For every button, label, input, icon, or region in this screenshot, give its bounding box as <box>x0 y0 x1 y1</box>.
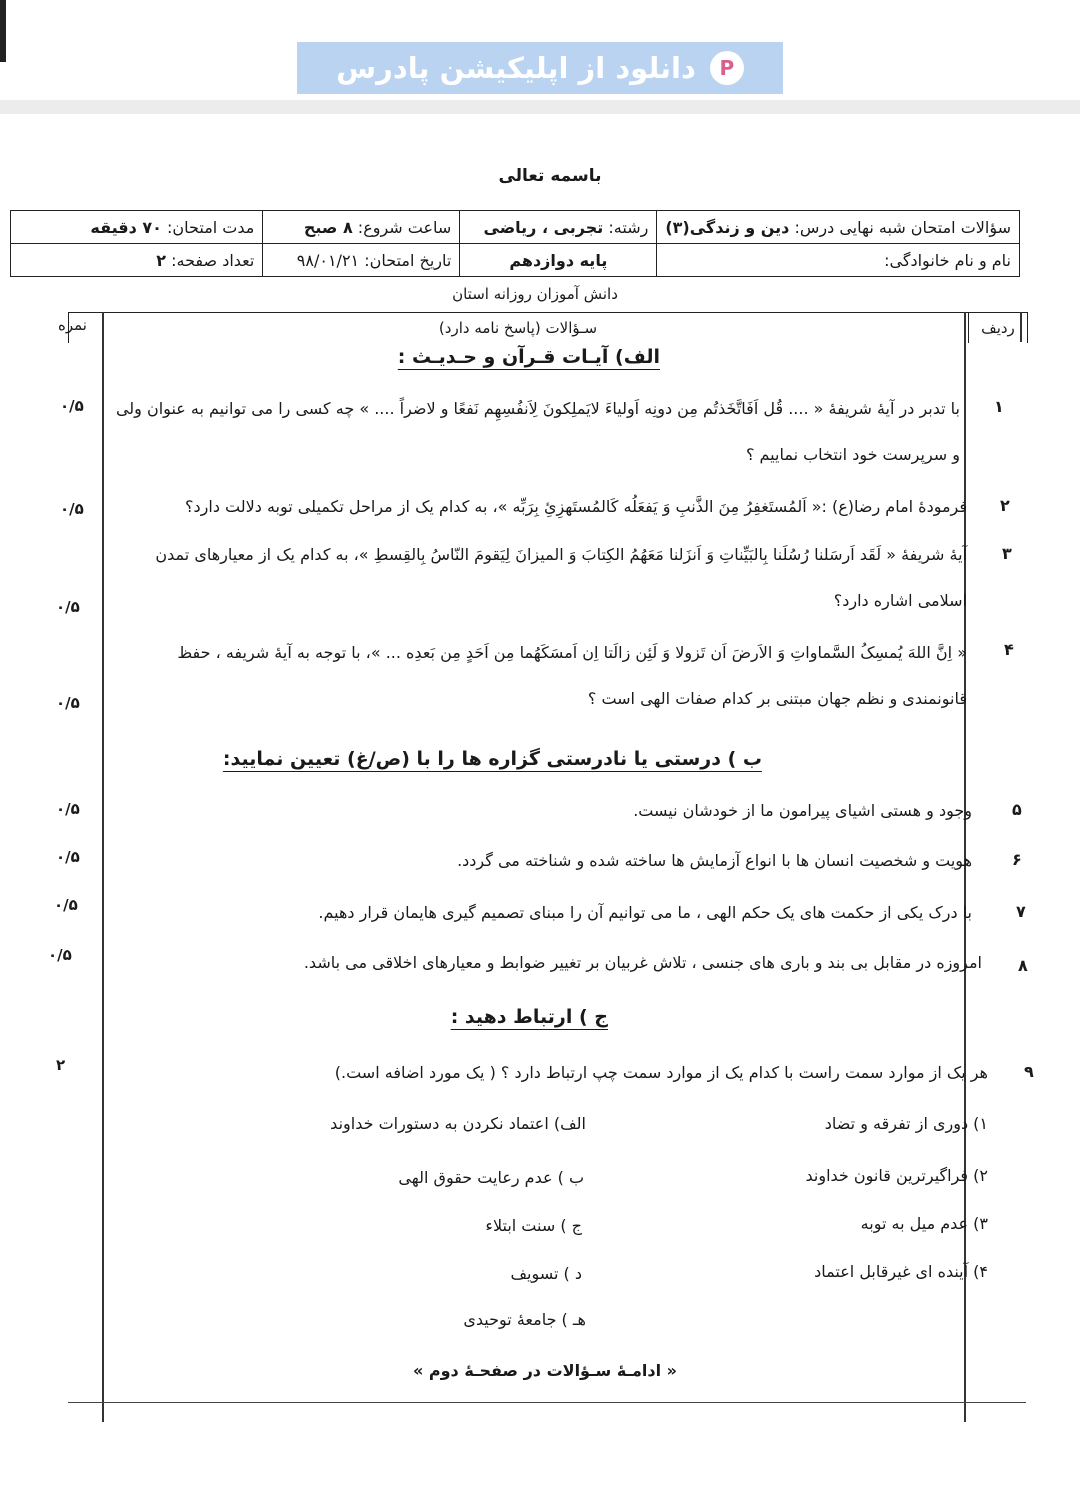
radif-header: ردیف <box>968 313 1027 343</box>
section-a-title: الف) آیـات قـرآن و حـدیـث : <box>397 346 660 368</box>
match-left-item: الف) اعتماد نکردن به دستورات خداوند <box>330 1114 586 1133</box>
match-left-item: د ) تسویف <box>510 1264 582 1283</box>
question-score: ۰/۵ <box>60 397 84 415</box>
question-text: هویت و شخصیت انسان ها با انواع آزمایش ها ساخته شده و شناخته می گردد. <box>457 851 972 870</box>
school-line: دانش آموزان روزانه استان <box>452 285 618 303</box>
question-text: فرمودهٔ امام رضا(ع) :« اَلمُستَغفِرُ مِنَ الذَّنبِ وَ یَفعَلُه کَالمُستَهزِئِ بِرَبِّه »، به کدام یک از مراحل تکمیلی توبه دلالت دارد؟ <box>185 497 967 516</box>
match-right-item: ۴) آینده ای غیرقابل اعتماد <box>814 1262 988 1281</box>
download-banner[interactable] <box>297 42 783 94</box>
section-c-title: ج ) ارتباط دهید : <box>450 1006 608 1028</box>
question-text: وجود و هستی اشیای پیرامون ما از خودشان نیست. <box>633 801 972 820</box>
questions-header: سـؤالات (پاسخ نامه دارد) <box>438 319 598 337</box>
scan-edge-mark <box>0 0 6 62</box>
banner-text: دانلود از اپلیکیشن پادرس <box>336 51 696 85</box>
basmala: باسمه تعالی <box>498 166 602 186</box>
header-pages: تعداد صفحه: ۲ <box>11 244 263 277</box>
exam-paper <box>0 140 1080 1504</box>
exam-header-table <box>10 210 1020 277</box>
question-number: ۸ <box>1018 956 1028 975</box>
match-left-item: هـ ) جامعهٔ توحیدی <box>463 1310 586 1329</box>
header-field: رشته: تجربی ، ریاضی <box>460 211 657 244</box>
question-score: ۰/۵ <box>56 694 80 712</box>
question-score: ۰/۵ <box>48 946 72 964</box>
question-text: آیهٔ شریفهٔ « لَقَد اَرسَلنا رُسُلَنا بِالبَیِّناتِ وَ اَنزَلنا مَعَهُمُ الکِتابَ وَ المیزانَ لِیَقومَ النّاسُ بِالقِسطِ »، به کدام یک از معیارهای تمدن اسلامی اشاره دارد؟ <box>155 545 967 610</box>
header-start-time: ساعت شروع: ۸ صبح <box>263 211 460 244</box>
question-score: ۲ <box>56 1056 66 1074</box>
match-right-item: ۳) عدم میل به توبه <box>860 1214 988 1233</box>
match-right-item: ۲) فراگیرترین قانون خداوند <box>805 1166 988 1185</box>
question-text: با درک یکی از حکمت های یک حکم الهی ، ما می توانیم آن را مبنای تصمیم گیری هایمان قرار دهیم. <box>318 903 972 922</box>
question-number: ۶ <box>1012 850 1022 869</box>
column-header <box>68 312 1028 343</box>
question-score: ۰/۵ <box>60 500 84 518</box>
question-score: ۰/۵ <box>56 800 80 818</box>
question-score: ۰/۵ <box>56 848 80 866</box>
question-text: هر یک از موارد سمت راست با کدام یک از موارد سمت چپ ارتباط دارد ؟ ( یک مورد اضافه است.) <box>334 1063 988 1082</box>
question-number: ۷ <box>1016 902 1026 921</box>
page-footer: « ادامـهٔ سـؤالات در صفحـهٔ دوم » <box>412 1361 678 1380</box>
question-number: ۵ <box>1012 800 1022 819</box>
question-score: ۰/۵ <box>54 896 78 914</box>
question-number: ۹ <box>1024 1062 1034 1081</box>
divider-strip <box>0 100 1080 114</box>
header-grade: پایه دوازدهم <box>460 244 657 277</box>
padars-logo-icon: P <box>710 51 744 85</box>
match-left-item: ب ) عدم رعایت حقوق الهی <box>398 1168 584 1187</box>
question-number: ۲ <box>1000 496 1010 515</box>
question-number: ۱ <box>994 397 1004 416</box>
match-left-item: ج ) سنت ابتلاء <box>485 1216 582 1235</box>
question-text: امروزه در مقابل بی بند و باری های جنسی ، تلاش غربیان بر تغییر ضوابط و معیارهای اخلاقی می باشد. <box>303 953 982 972</box>
score-column-line <box>102 312 104 1422</box>
question-score: ۰/۵ <box>56 598 80 616</box>
bottom-border-line <box>68 1402 1026 1403</box>
right-border-line <box>1020 312 1022 342</box>
header-date: تاریخ امتحان: ۹۸/۰۱/۲۱ <box>263 244 460 277</box>
match-right-item: ۱) دوری از تفرقه و تضاد <box>824 1114 988 1133</box>
header-name: نام و نام خانوادگی: <box>657 244 1020 277</box>
question-text: « اِنَّ اللهَ یُمسِکُ السَّماواتِ وَ الاَرضَ اَن تَزولا وَ لَئِن زالَتا اِن اَمسَکَهُما مِن اَحَدٍ مِن بَعدِه ... »، با توجه به آیهٔ شریفه ، حفظ قانونمندی و نظم جهان مبتنی بر کدام صفات الهی است ؟ <box>177 643 967 708</box>
question-number: ۳ <box>1002 544 1012 563</box>
question-text: با تدبر در آیهٔ شریفهٔ « .... قُل اَفَاتَّخَذتُم مِن دونِه اَولیاءَ لایَملِکونَ لِاَنفُسِهِم نَفعًا و لاضراً .... » چه کسی را می توانیم به عنوان ولی و سرپرست خود انتخاب نماییم ؟ <box>115 399 960 464</box>
header-exam-title: سؤالات امتحان شبه نهایی درس: دین و زندگی(۳) <box>657 211 1020 244</box>
score-header: نمره <box>58 316 87 334</box>
header-duration: مدت امتحان: ۷۰ دقیقه <box>11 211 263 244</box>
section-b-title: ب ) درستی یا نادرستی گزاره ها را با (ص/غ) تعیین نمایید: <box>222 748 762 770</box>
question-number: ۴ <box>1004 640 1014 659</box>
